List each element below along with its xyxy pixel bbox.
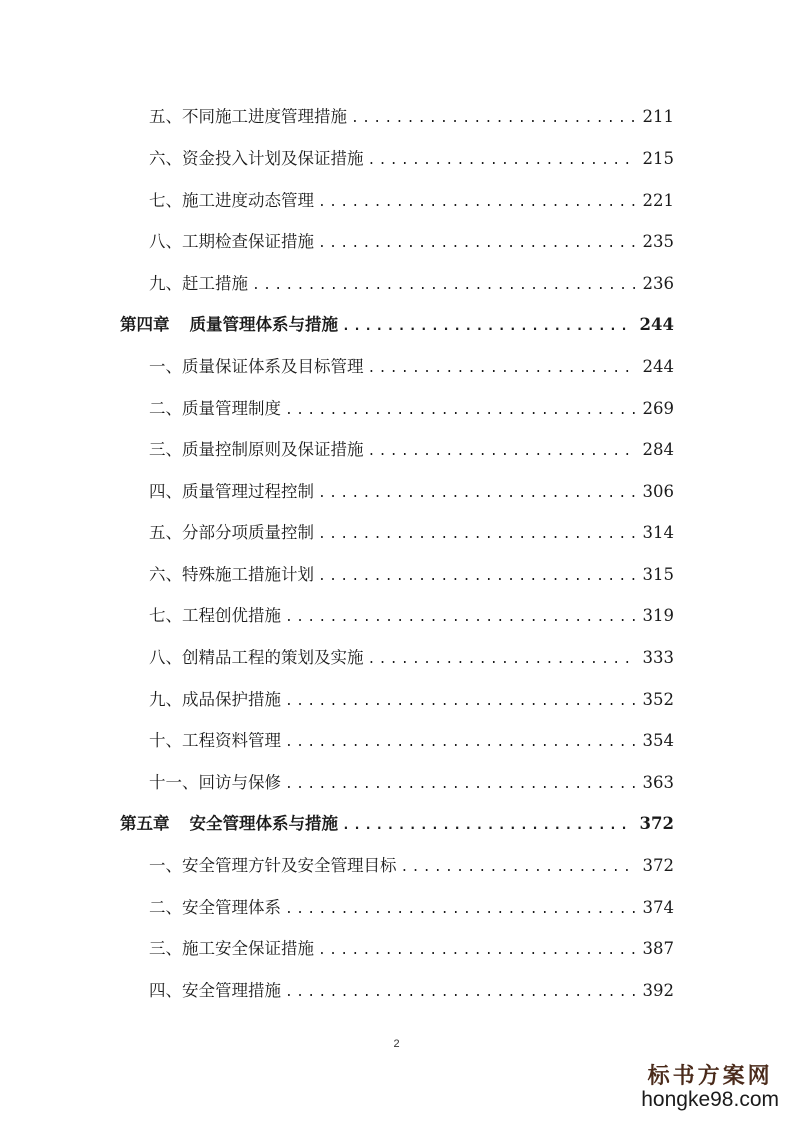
toc-entry[interactable] [0,688,674,712]
toc-dot-leader [285,399,637,423]
toc-entry[interactable] [0,604,674,628]
toc-dot-leader [318,523,637,547]
toc-entry[interactable] [0,105,674,129]
toc-dot-leader [401,856,637,880]
toc-entry-title: 二、质量管理制度 [149,399,281,418]
site-watermark [641,1059,779,1112]
toc-dot-leader [318,191,637,215]
toc-chapter-title: 安全管理体系与措施 [189,814,338,833]
toc-entry-title: 二、安全管理体系 [149,898,281,917]
toc-chapter-entry[interactable] [0,812,674,836]
toc-entry-page: 374 [642,898,674,917]
toc-entry-title: 一、安全管理方针及安全管理目标 [149,856,397,875]
toc-chapter-entry[interactable] [0,313,674,337]
toc-entry-title: 七、工程创优措施 [149,606,281,625]
toc-entry[interactable] [0,771,674,795]
toc-entry-page: 352 [642,690,674,709]
toc-entry-page: 372 [639,814,674,833]
toc-dot-leader [368,648,637,672]
toc-entry[interactable] [0,729,674,753]
toc-entry[interactable] [0,646,674,670]
toc-entry-title: 九、成品保护措施 [149,690,281,709]
toc-dot-leader [351,107,637,131]
toc-entry-page: 372 [642,856,674,875]
page-number: 2 [393,1038,400,1050]
toc-entry[interactable] [0,397,674,421]
toc-entry-page: 392 [642,981,674,1000]
toc-entry-page: 211 [642,107,674,126]
toc-entry[interactable] [0,272,674,296]
toc-entry[interactable] [0,230,674,254]
toc-entry-title: 十一、回访与保修 [149,773,281,792]
toc-dot-leader [368,149,637,173]
toc-entry-title: 九、赶工措施 [149,274,248,293]
toc-dot-leader [285,773,637,797]
toc-chapter-number: 第五章 [120,814,170,833]
toc-entry-title: 十、工程资料管理 [149,731,281,750]
toc-entry-title: 八、工期检查保证措施 [149,232,314,251]
toc-entry[interactable] [0,480,674,504]
toc-entry-page: 244 [639,315,674,334]
toc-entry[interactable] [0,979,674,1003]
toc-entry-page: 315 [642,565,674,584]
toc-chapter-number: 第四章 [120,315,170,334]
toc-entry-page: 235 [642,232,674,251]
toc-dot-leader [318,482,637,506]
toc-dot-leader [285,731,637,755]
toc-dot-leader [318,565,637,589]
watermark-site-name: 标书方案网 [647,1063,773,1089]
toc-entry[interactable] [0,854,674,878]
toc-entry-title: 四、安全管理措施 [149,981,281,1000]
toc-entry-page: 269 [642,399,674,418]
toc-entry-page: 306 [642,482,674,501]
toc-entry-title: 五、分部分项质量控制 [149,523,314,542]
toc-entry[interactable] [0,521,674,545]
toc-entry[interactable] [0,147,674,171]
toc-entry[interactable] [0,189,674,213]
toc-dot-leader [285,898,637,922]
toc-entry-page: 284 [642,440,674,459]
toc-dot-leader [368,440,637,464]
toc-entry-page: 354 [642,731,674,750]
toc-entry-page: 215 [642,149,674,168]
toc-entry-title: 三、施工安全保证措施 [149,939,314,958]
toc-entry-page: 236 [642,274,674,293]
toc-entry[interactable] [0,355,674,379]
toc-entry-page: 319 [642,606,674,625]
toc-dot-leader [342,315,634,339]
toc-dot-leader [252,274,637,298]
toc-dot-leader [318,232,637,256]
toc-entry-title: 四、质量管理过程控制 [149,482,314,501]
toc-entry-page: 333 [642,648,674,667]
toc-entry-page: 314 [642,523,674,542]
watermark-url: hongke98.com [641,1088,779,1111]
toc-entry-page: 387 [642,939,674,958]
toc-dot-leader [342,814,634,838]
toc-entry-title: 一、质量保证体系及目标管理 [149,357,364,376]
toc-dot-leader [285,981,637,1005]
toc-entry-page: 363 [642,773,674,792]
toc-entry-page: 244 [642,357,674,376]
toc-dot-leader [285,606,637,630]
toc-entry[interactable] [0,438,674,462]
toc-entry[interactable] [0,563,674,587]
toc-dot-leader [318,939,637,963]
toc-chapter-title: 质量管理体系与措施 [189,315,338,334]
toc-entry[interactable] [0,937,674,961]
toc-dot-leader [285,690,637,714]
toc-entry[interactable] [0,896,674,920]
toc-entry-title: 六、资金投入计划及保证措施 [149,149,364,168]
toc-dot-leader [368,357,637,381]
toc-entry-title: 七、施工进度动态管理 [149,191,314,210]
toc-entry-title: 八、创精品工程的策划及实施 [149,648,364,667]
toc-entry-title: 六、特殊施工措施计划 [149,565,314,584]
toc-entry-title: 五、不同施工进度管理措施 [149,107,347,126]
toc-entry-title: 三、质量控制原则及保证措施 [149,440,364,459]
toc-entry-page: 221 [642,191,674,210]
